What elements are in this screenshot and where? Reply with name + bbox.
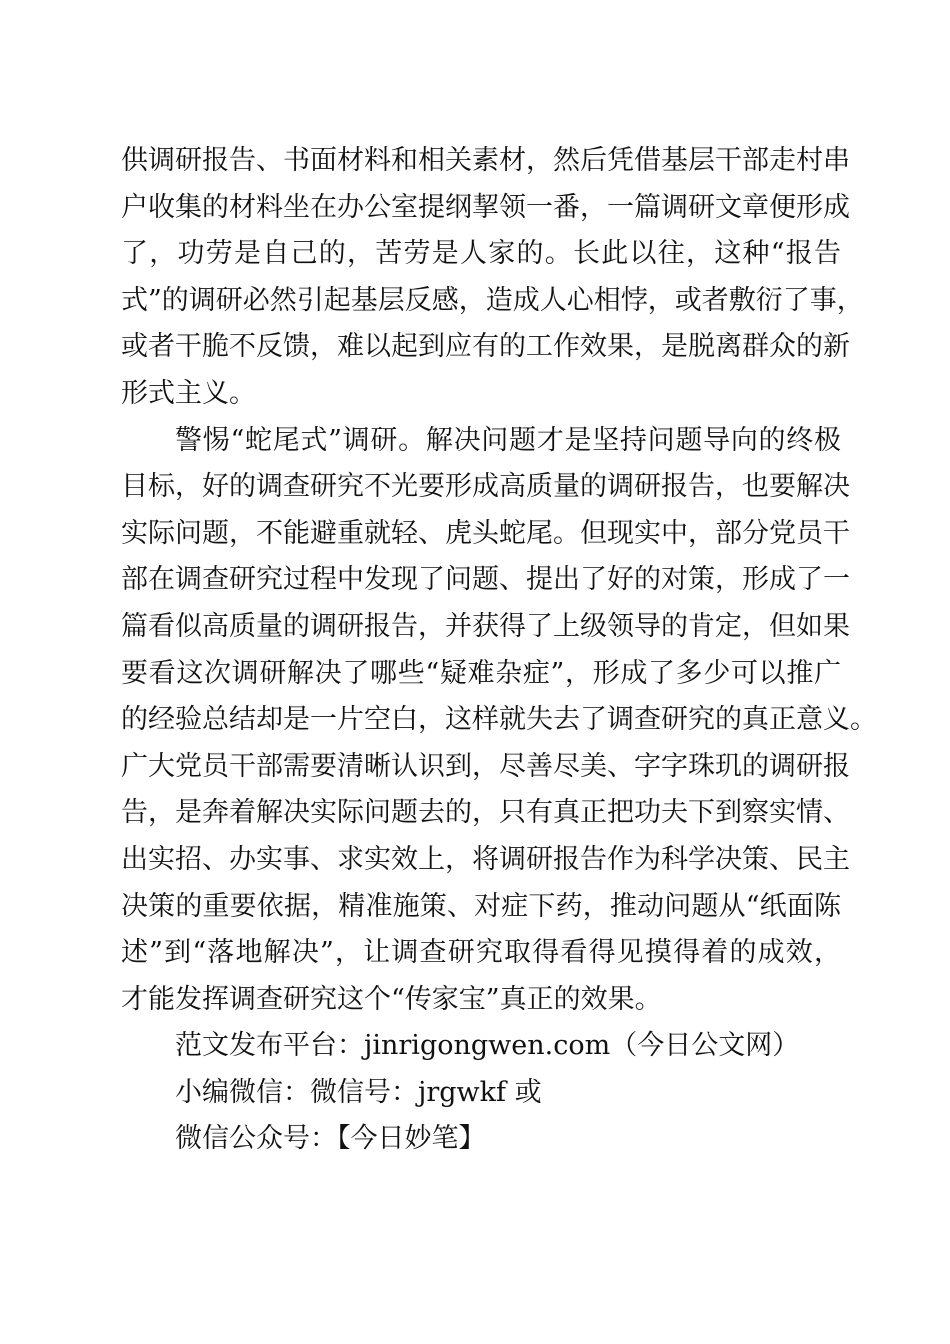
paragraph-line: 供调研报告、书面材料和相关素材，然后凭借基层干部走村串 — [121, 145, 850, 176]
paragraph-1 — [121, 138, 864, 418]
paragraph-line: 广大党员干部需要清晰认识到，尽善尽美、字字珠玑的调研报 — [121, 750, 850, 782]
paragraph-line: 形式主义。 — [121, 377, 256, 409]
paragraph-line: 户收集的材料坐在办公室提纲挈领一番，一篇调研文章便形成 — [121, 191, 850, 223]
paragraph-line: 才能发挥调查研究这个“传家宝”真正的效果。 — [121, 983, 662, 1015]
paragraph-line: 目标，好的调查研究不光要形成高质量的调研报告，也要解决 — [121, 471, 850, 503]
paragraph-line: 出实招、办实事、求实效上，将调研报告作为科学决策、民主 — [121, 843, 850, 875]
paragraph-line: 告，是奔着解决实际问题去的，只有真正把功夫下到察实情、 — [121, 797, 850, 829]
official-account-line: 微信公众号：【今日妙笔】 — [175, 1123, 486, 1155]
platform-line: 范文发布平台：jinrigongwen.com（今日公文网） — [175, 1030, 800, 1062]
document-body — [121, 138, 877, 1163]
paragraph-line: 述”到“落地解决”，让调查研究取得看得见摸得着的成效， — [121, 937, 841, 969]
wechat-line: 小编微信：微信号：jrgwkf 或 — [175, 1076, 542, 1108]
footer-info — [121, 1023, 841, 1163]
paragraph-line: 实际问题，不能避重就轻、虎头蛇尾。但现实中，部分党员干 — [121, 517, 850, 549]
paragraph-line: 的经验总结却是一片空白，这样就失去了调查研究的真正意义。 — [121, 704, 877, 736]
paragraph-line: 式”的调研必然引起基层反感，造成人心相悖，或者敷衍了事， — [121, 284, 864, 316]
paragraph-2 — [121, 418, 877, 1024]
paragraph-line: 部在调查研究过程中发现了问题、提出了好的对策，形成了一 — [121, 564, 850, 596]
paragraph-line: 篇看似高质量的调研报告，并获得了上级领导的肯定，但如果 — [121, 610, 850, 642]
paragraph-line: 警惕“蛇尾式”调研。解决问题才是坚持问题导向的终极 — [175, 424, 841, 456]
paragraph-line: 或者干脆不反馈，难以起到应有的工作效果，是脱离群众的新 — [121, 331, 850, 363]
paragraph-line: 决策的重要依据，精准施策、对症下药，推动问题从“纸面陈 — [121, 890, 841, 922]
paragraph-line: 了，功劳是自己的，苦劳是人家的。长此以往，这种“报告 — [121, 238, 841, 270]
paragraph-line: 要看这次调研解决了哪些“疑难杂症”，形成了多少可以推广 — [121, 657, 841, 689]
